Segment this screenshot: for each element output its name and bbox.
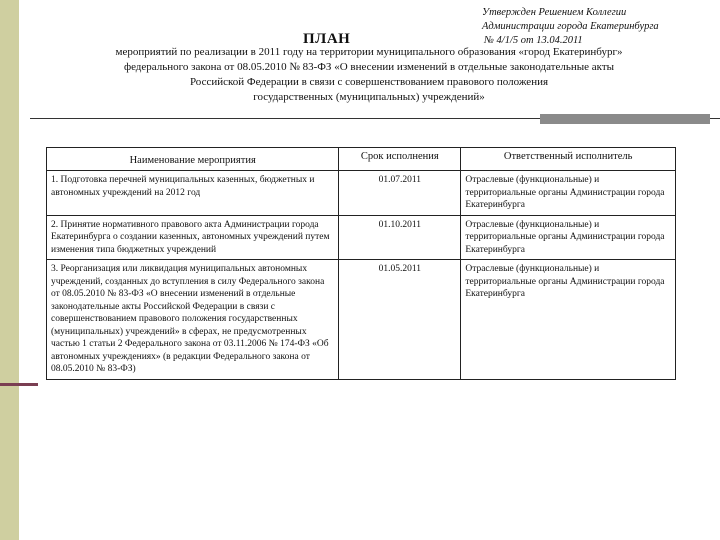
- table-row: [47, 260, 676, 380]
- header-name: Наименование мероприятия: [47, 148, 339, 171]
- decorative-bar: [540, 114, 710, 124]
- approval-line: Утвержден Решением Коллегии: [482, 7, 627, 18]
- approval-line: № 4/1/5 от 13.04.2011: [484, 35, 583, 46]
- subtitle-line: Российской Федерации в связи с совершенствованием правового положения: [189, 76, 549, 88]
- subtitle-line: государственных (муниципальных) учреждений»: [253, 91, 485, 103]
- row-deadline: 01.05.2011: [339, 260, 461, 380]
- row-deadline: 01.07.2011: [339, 171, 461, 216]
- row-deadline: 01.10.2011: [339, 215, 461, 260]
- slide-sidebar-strip: [0, 0, 19, 540]
- row-responsible: Отраслевые (функциональные) и территориальные органы Администрации города Екатеринбурга: [461, 260, 676, 380]
- header-deadline: Срок исполнения: [339, 148, 461, 171]
- header-responsible: Ответственный исполнитель: [461, 148, 676, 171]
- sidebar-accent-mark: [0, 383, 38, 386]
- table-row: [47, 171, 676, 216]
- row-name: 3. Реорганизация или ликвидация муниципальных автономных учреждений, созданных до вступления в силу Федерального закона от 08.05.2010 № 83-ФЗ «О внесении изменений в отдельные законодательные акты Российской Федерации в связи с совершенствованием правового положения государственных (муниципальных) учреждений» в сферах, не предусмотренных частью 1 статьи 2 Федерального закона от 03.11.2006 № 174-ФЗ «Об автономных учреждениях» (в редакции Федерального закона от 08.05.2010 № 83-ФЗ): [47, 260, 339, 380]
- row-responsible: Отраслевые (функциональные) и территориальные органы Администрации города Екатеринбурга: [461, 171, 676, 216]
- row-name: 1. Подготовка перечней муниципальных казенных, бюджетных и автономных учреждений на 2012 год: [47, 171, 339, 216]
- row-name: 2. Принятие нормативного правового акта Администрации города Екатеринбурга о создании казенных, автономных учреждений путем изменения типа бюджетных учреждений: [47, 215, 339, 260]
- table-row: [47, 215, 676, 260]
- approval-line: Администрации города Екатеринбурга: [482, 21, 659, 32]
- table-header-row: [47, 148, 676, 171]
- subtitle-line: федерального закона от 08.05.2010 № 83-ФЗ «О внесении изменений в отдельные законодательные акты: [123, 61, 615, 73]
- approval-note: [482, 6, 717, 48]
- row-responsible: Отраслевые (функциональные) и территориальные органы Администрации города Екатеринбурга: [461, 215, 676, 260]
- plan-table: [46, 147, 676, 380]
- document-title: ПЛАН: [303, 31, 351, 47]
- document-subtitle: [24, 45, 714, 105]
- subtitle-line: мероприятий по реализации в 2011 году на территории муниципального образования «город Екатеринбург»: [115, 46, 623, 58]
